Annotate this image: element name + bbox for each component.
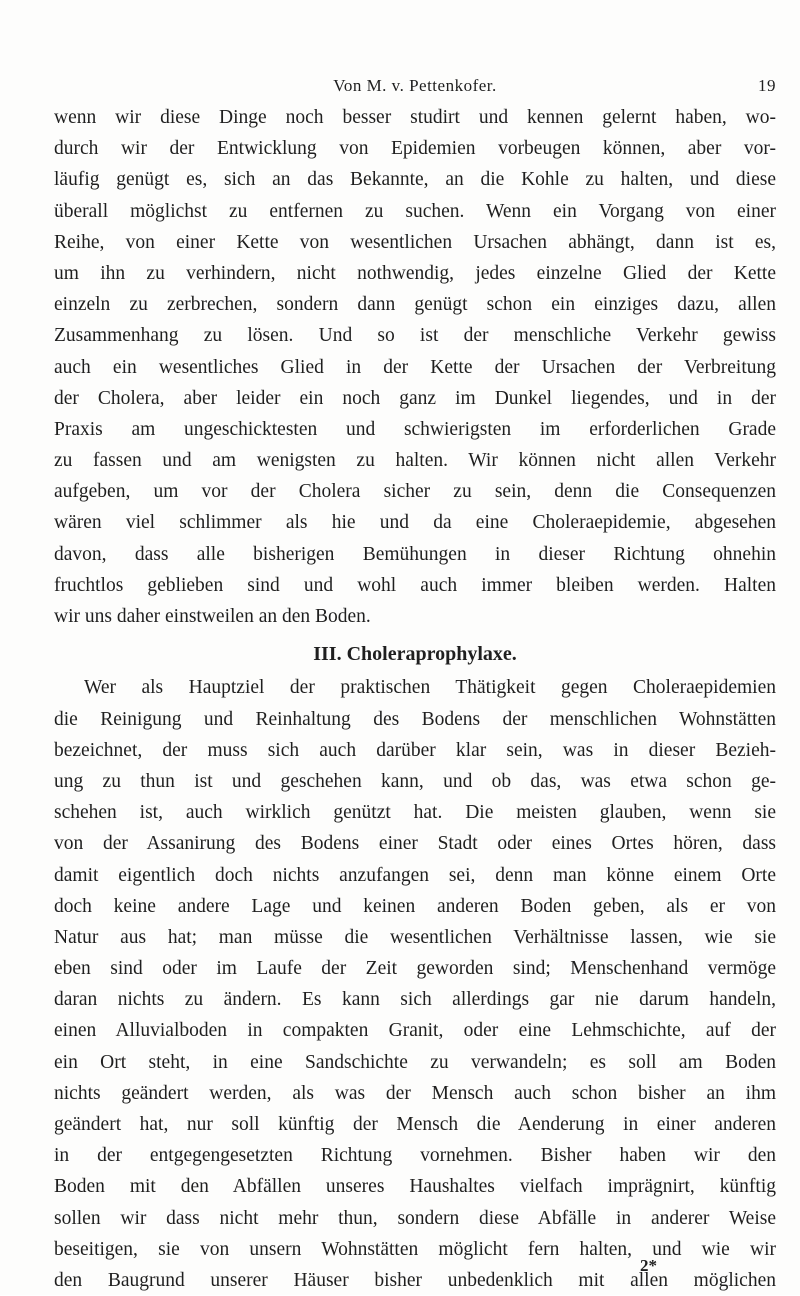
page-number: 19	[758, 76, 776, 95]
text-line: beseitigen, sie von unsern Wohnstätten möglicht fern halten, und wie wir	[54, 1238, 776, 1260]
text-line: Praxis am ungeschicktesten und schwierigsten im erforderlichen Grade	[54, 418, 776, 440]
body-text	[54, 102, 776, 1296]
text-line: auch ein wesentliches Glied in der Kette der Ursachen der Verbreitung	[54, 356, 776, 378]
paragraph-2	[54, 672, 776, 1296]
text-line: doch keine andere Lage und keinen anderen Boden geben, als er von	[54, 895, 776, 917]
text-line: wir uns daher einstweilen an den Boden.	[54, 606, 371, 627]
text-line: eben sind oder im Laufe der Zeit geworden sind; Menschenhand vermöge	[54, 958, 776, 980]
text-line: läufig genügt es, sich an das Bekannte, an die Kohle zu halten, und diese	[54, 169, 776, 191]
text-line: nichts geändert werden, als was der Mensch auch schon bisher an ihm	[54, 1082, 776, 1104]
text-line: sollen wir dass nicht mehr thun, sondern diese Abfälle in anderer Weise	[54, 1207, 776, 1229]
text-line: ung zu thun ist und geschehen kann, und ob das, was etwa schon ge-	[54, 770, 776, 792]
text-line: wären viel schlimmer als hie und da eine Choleraepidemie, abgesehen	[54, 512, 776, 534]
running-head: Von M. v. Pettenkofer.	[333, 76, 497, 95]
text-line: Reihe, von einer Kette von wesentlichen Ursachen abhängt, dann ist es,	[54, 231, 776, 253]
text-line: einzeln zu zerbrechen, sondern dann genügt schon ein einziges dazu, allen	[54, 294, 776, 316]
text-line: in der entgegengesetzten Richtung vornehmen. Bisher haben wir den	[54, 1145, 776, 1167]
text-line: wenn wir diese Dinge noch besser studirt und kennen gelernt haben, wo-	[54, 107, 776, 128]
text-line: die Reinigung und Reinhaltung des Bodens der menschlichen Wohnstätten	[54, 708, 776, 730]
text-line: Wer als Hauptziel der praktischen Thätigkeit gegen Choleraepidemien	[84, 677, 776, 699]
text-line: bezeichnet, der muss sich auch darüber klar sein, was in dieser Bezieh-	[54, 739, 776, 761]
text-line: den Baugrund unserer Häuser bisher unbedenklich mit allen möglichen	[54, 1269, 776, 1291]
text-line: um ihn zu verhindern, nicht nothwendig, jedes einzelne Glied der Kette	[54, 262, 776, 284]
text-line: schehen ist, auch wirklich genützt hat. Die meisten glauben, wenn sie	[54, 802, 776, 824]
text-line: daran nichts zu ändern. Es kann sich allerdings gar nie darum handeln,	[54, 989, 776, 1011]
text-line: fruchtlos geblieben sind und wohl auch immer bleiben werden. Halten	[54, 574, 776, 596]
text-line: von der Assanirung des Bodens einer Stadt oder eines Ortes hören, dass	[54, 833, 776, 855]
text-line: davon, dass alle bisherigen Bemühungen in dieser Richtung ohnehin	[54, 543, 776, 565]
text-line: Boden mit den Abfällen unseres Haushaltes vielfach imprägnirt, künftig	[54, 1176, 776, 1198]
text-line: einen Alluvialboden in compakten Granit, oder eine Lehmschichte, auf der	[54, 1020, 776, 1042]
section-heading: III. Choleraprophylaxe.	[313, 643, 517, 666]
text-line: aufgeben, um vor der Cholera sicher zu sein, denn die Consequenzen	[54, 481, 776, 503]
text-line: geändert hat, nur soll künftig der Mensch die Aenderung in einer anderen	[54, 1114, 776, 1135]
text-line: überall möglichst zu entfernen zu suchen. Wenn ein Vorgang von einer	[54, 200, 776, 222]
text-line: der Cholera, aber leider ein noch ganz im Dunkel liegendes, und in der	[54, 387, 776, 409]
text-line: Natur aus hat; man müsse die wesentlichen Verhältnisse lassen, wie sie	[54, 926, 776, 948]
page-header	[54, 76, 776, 102]
text-line: damit eigentlich doch nichts anzufangen sei, denn man könne einem Orte	[54, 864, 776, 886]
text-line: zu fassen und am wenigsten zu halten. Wir können nicht allen Verkehr	[54, 450, 776, 472]
text-line: Zusammenhang zu lösen. Und so ist der menschliche Verkehr gewiss	[54, 325, 776, 347]
text-line: ein Ort steht, in eine Sandschichte zu verwandeln; es soll am Boden	[54, 1051, 776, 1073]
signature-mark: 2*	[640, 1256, 657, 1275]
text-line: durch wir der Entwicklung von Epidemien vorbeugen können, aber vor-	[54, 138, 776, 160]
paragraph-1	[54, 102, 776, 632]
